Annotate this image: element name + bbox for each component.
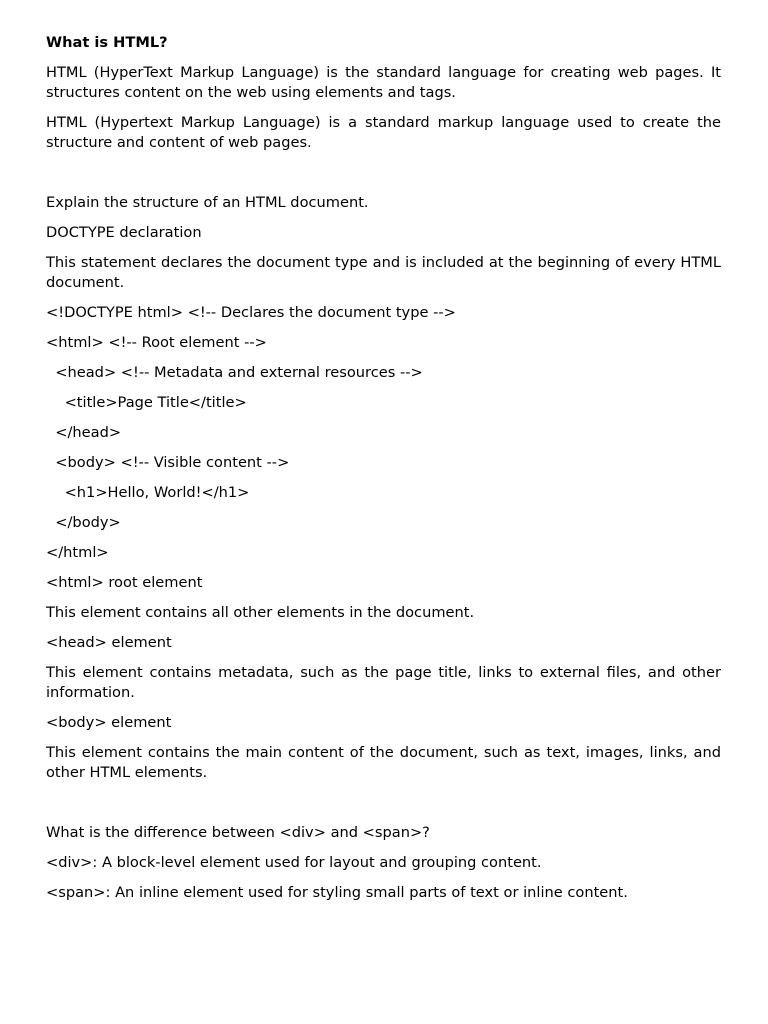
- code-line: <!DOCTYPE html> <!-- Declares the document type -->: [46, 304, 456, 321]
- html-element-heading: <html> root element: [46, 574, 203, 591]
- question-1-paragraph-1: HTML (HyperText Markup Language) is the standard language for creating web pages. It structures content on the web using elements and tags.: [46, 64, 726, 101]
- section-gap: [46, 793, 721, 823]
- code-line: <head> <!-- Metadata and external resources -->: [46, 364, 423, 381]
- code-line: <title>Page Title</title>: [46, 394, 247, 411]
- question-1-paragraph-2: HTML (Hypertext Markup Language) is a standard markup language used to create the structure and content of web pages.: [46, 114, 726, 151]
- head-element-description: This element contains metadata, such as the page title, links to external files, and other information.: [46, 664, 726, 701]
- doctype-heading: DOCTYPE declaration: [46, 224, 202, 241]
- body-element-heading: <body> element: [46, 714, 172, 731]
- div-description: <div>: A block-level element used for layout and grouping content.: [46, 854, 542, 871]
- code-line: <html> <!-- Root element -->: [46, 334, 267, 351]
- span-description: <span>: An inline element used for styling small parts of text or inline content.: [46, 884, 628, 901]
- section-gap: [46, 163, 721, 193]
- head-element-heading: <head> element: [46, 634, 172, 651]
- code-line: </head>: [46, 424, 122, 441]
- code-line: </html>: [46, 544, 109, 561]
- body-element-description: This element contains the main content of the document, such as text, images, links, and other HTML elements.: [46, 744, 726, 781]
- document-page: [46, 33, 726, 913]
- question-2-title: Explain the structure of an HTML document.: [46, 194, 369, 211]
- question-3-title: What is the difference between <div> and <span>?: [46, 824, 430, 841]
- doctype-description: This statement declares the document type and is included at the beginning of every HTML document.: [46, 254, 726, 291]
- html-element-description: This element contains all other elements in the document.: [46, 604, 475, 621]
- code-line: <body> <!-- Visible content -->: [46, 454, 290, 471]
- code-line: <h1>Hello, World!</h1>: [46, 484, 250, 501]
- code-line: </body>: [46, 514, 121, 531]
- question-1-title: What is HTML?: [46, 34, 168, 51]
